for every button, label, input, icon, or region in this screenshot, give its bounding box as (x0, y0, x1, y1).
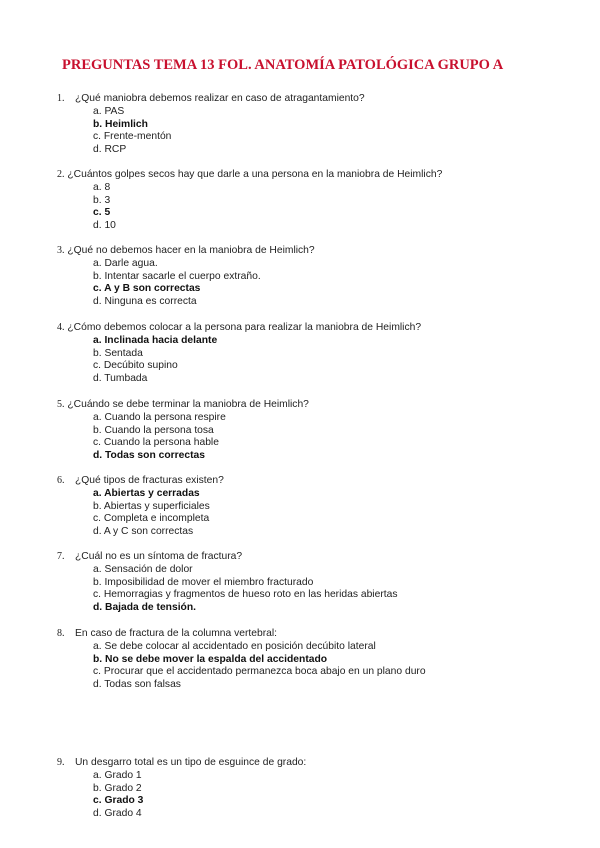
question-text: En caso de fractura de la columna vertebral: (75, 628, 278, 639)
option: a. Se debe colocar al accidentado en posición decúbito lateral (93, 640, 376, 652)
option-correct: d. Todas son correctas (93, 450, 205, 462)
option: b. Abiertas y superficiales (93, 500, 210, 512)
question-line (57, 475, 587, 488)
option-correct: c. 5 (93, 207, 111, 219)
question-line (57, 169, 587, 182)
option: b. 3 (93, 194, 111, 206)
option: a. Sensación de dolor (93, 563, 193, 575)
question-number: 6. (57, 475, 65, 486)
option: d. 10 (93, 220, 116, 232)
question-number: 2. (57, 169, 65, 180)
option: a. Cuando la persona respire (93, 411, 226, 423)
option: d. Tumbada (93, 373, 148, 385)
option-correct: d. Bajada de tensión. (93, 602, 196, 614)
option: b. Intentar sacarle el cuerpo extraño. (93, 270, 261, 282)
option-list (57, 564, 587, 615)
option: b. Grado 2 (93, 782, 142, 794)
question-number: 1. (57, 93, 65, 104)
question-line (57, 551, 587, 564)
option-list (57, 412, 587, 463)
option-list (57, 335, 587, 386)
question-text: ¿Cuántos golpes secos hay que darle a una persona en la maniobra de Heimlich? (67, 169, 443, 180)
option: c. Hemorragias y fragmentos de hueso roto en las heridas abiertas (93, 589, 398, 601)
option: d. RCP (93, 144, 127, 156)
question-line (57, 245, 587, 258)
question-text: ¿Cuándo se debe terminar la maniobra de Heimlich? (67, 399, 309, 410)
question-text: ¿Cuál no es un síntoma de fractura? (75, 551, 243, 562)
option: c. Cuando la persona hable (93, 437, 219, 449)
question-line (57, 93, 587, 106)
question-6 (57, 475, 587, 539)
option: c. Procurar que el accidentado permanezca boca abajo en un plano duro (93, 666, 426, 678)
option: c. Completa e incompleta (93, 513, 210, 525)
option-correct: c. Grado 3 (93, 795, 144, 807)
question-number: 5. (57, 399, 65, 410)
option: b. Imposibilidad de mover el miembro fracturado (93, 576, 314, 588)
question-number: 4. (57, 322, 65, 333)
question-4 (57, 322, 587, 386)
option: a. PAS (93, 105, 125, 117)
page-title: PREGUNTAS TEMA 13 FOL. ANATOMÍA PATOLÓGICA GRUPO A (62, 57, 504, 73)
question-text: ¿Qué tipos de fracturas existen? (75, 475, 224, 486)
question-3 (57, 245, 587, 309)
question-8 (57, 628, 587, 692)
option-correct: a. Inclinada hacia delante (93, 334, 218, 346)
option: c. Decúbito supino (93, 360, 178, 372)
question-number: 7. (57, 551, 65, 562)
question-text: ¿Qué no debemos hacer en la maniobra de Heimlich? (67, 245, 315, 256)
question-line (57, 322, 587, 335)
option: a. Grado 1 (93, 769, 142, 781)
question-2 (57, 169, 587, 233)
option-list (57, 641, 587, 692)
option: a. 8 (93, 181, 111, 193)
option: d. Todas son falsas (93, 679, 181, 691)
question-7 (57, 551, 587, 615)
option: b. Cuando la persona tosa (93, 424, 214, 436)
option-list (57, 488, 587, 539)
option: c. Frente-mentón (93, 131, 172, 143)
question-line (57, 628, 587, 641)
question-line (57, 399, 587, 412)
option: d. A y C son correctas (93, 526, 194, 538)
option-list (57, 106, 587, 157)
option-correct: a. Abiertas y cerradas (93, 487, 200, 499)
option-list (57, 770, 587, 821)
question-5 (57, 399, 587, 463)
question-line (57, 757, 587, 770)
question-number: 8. (57, 628, 65, 639)
question-1 (57, 93, 587, 157)
question-number: 9. (57, 757, 65, 768)
option-correct: b. Heimlich (93, 118, 148, 130)
question-text: ¿Qué maniobra debemos realizar en caso de atragantamiento? (75, 93, 365, 104)
option-correct: c. A y B son correctas (93, 283, 201, 295)
option-list (57, 258, 587, 309)
option: d. Ninguna es correcta (93, 296, 197, 308)
option: b. Sentada (93, 347, 143, 359)
option: d. Grado 4 (93, 808, 142, 820)
option: a. Darle agua. (93, 257, 158, 269)
option-list (57, 182, 587, 233)
option-correct: b. No se debe mover la espalda del accidentado (93, 653, 328, 665)
question-9 (57, 757, 587, 821)
question-text: ¿Cómo debemos colocar a la persona para realizar la maniobra de Heimlich? (67, 322, 422, 333)
question-number: 3. (57, 245, 65, 256)
question-text: Un desgarro total es un tipo de esguince de grado: (75, 757, 307, 768)
